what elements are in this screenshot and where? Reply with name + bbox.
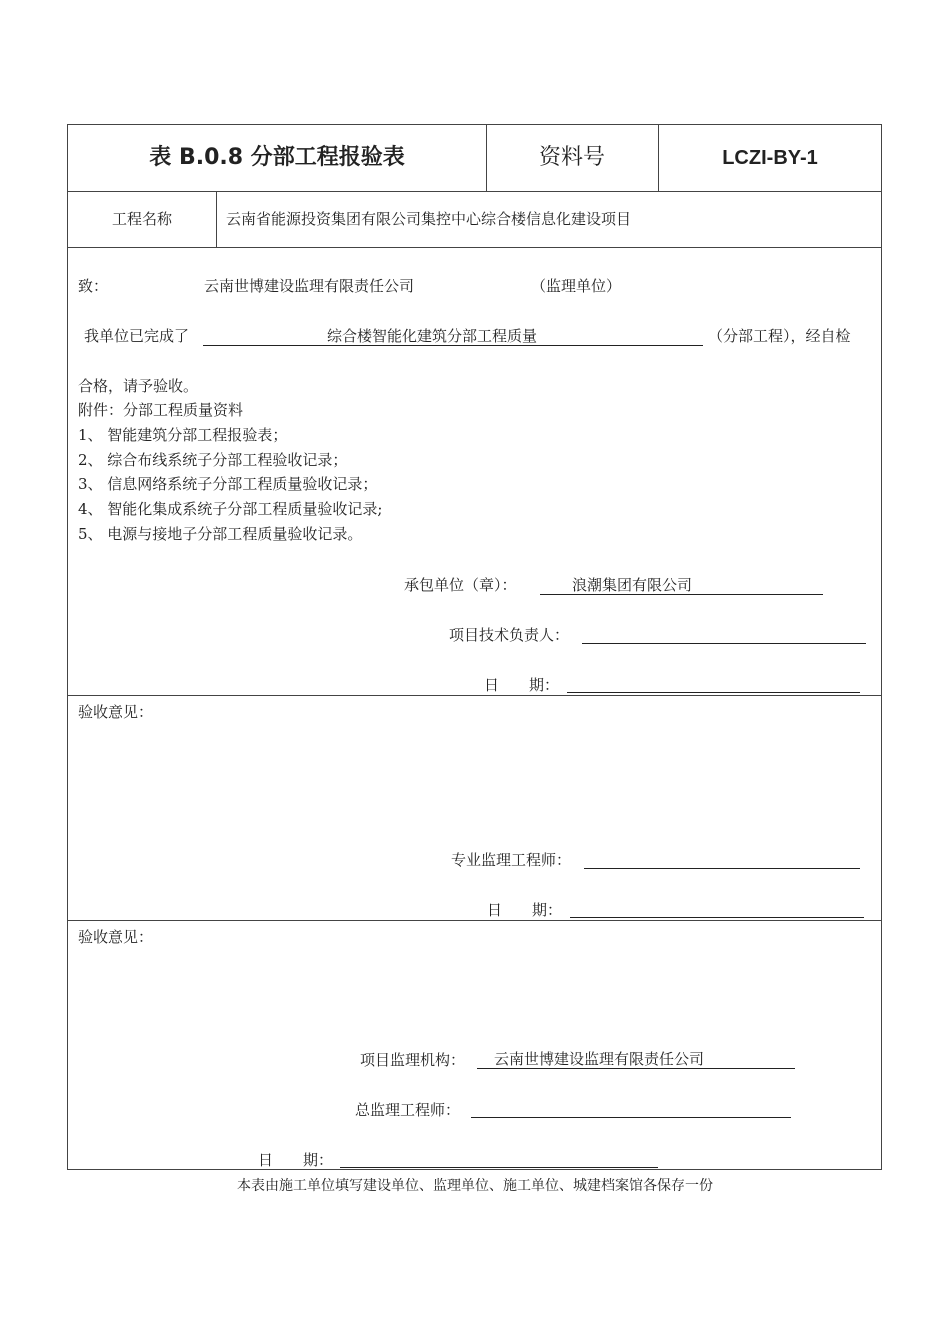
supervisor-unit: 云南世博建设监理有限责任公司 [204,277,415,295]
supervision-org-field [477,1050,795,1069]
engineer-label: 专业监理工程师： [451,851,572,869]
row-divider [68,920,881,921]
review1-date-label: 日 期： [487,901,563,919]
supervisor-unit-suffix: （监理单位） [531,277,622,295]
attachment-item: 2、 综合布线系统子分部工程验收记录； [78,451,348,469]
column-divider [216,191,217,247]
row-divider [68,247,881,248]
form-title: 表 B.0.8 分部工程报验表 [149,145,405,170]
contractor-label: 承包单位（章）： [404,576,517,594]
tech-lead-field [582,625,866,644]
row-divider [68,191,881,192]
review2-date-field [340,1149,658,1168]
project-name-label: 工程名称 [111,210,172,228]
completed-suffix: （分部工程），经自检 [708,327,851,345]
completed-prefix: 我单位已完成了 [84,327,190,345]
supervision-org-value: 云南世博建设监理有限责任公司 [494,1050,705,1068]
chief-engineer-label: 总监理工程师： [355,1101,461,1119]
review1-date-field [570,899,864,918]
engineer-field [584,850,860,869]
submission-date-field [567,674,860,693]
attachment-title: 附件：分部工程质量资料 [78,401,244,419]
inspection-form [67,124,882,1170]
opinion-label: 验收意见： [78,928,154,946]
contractor-value: 浪潮集团有限公司 [572,576,693,594]
project-name-value: 云南省能源投资集团有限公司集控中心综合楼信息化建设项目 [226,210,632,228]
chief-engineer-field [471,1099,791,1118]
submission-date-label: 日 期： [484,676,560,694]
attachment-item: 3、 信息网络系统子分部工程质量验收记录； [78,475,378,493]
opinion-label: 验收意见： [78,703,154,721]
contractor-field [540,576,823,595]
attachment-item: 5、 电源与接地子分部工程质量验收记录。 [78,525,363,543]
attachment-item: 4、 智能化集成系统子分部工程质量验收记录; [78,500,383,518]
completed-work-field [203,327,703,346]
review2-date-label: 日 期： [258,1151,334,1169]
attachment-item: 1、 智能建筑分部工程报验表； [78,426,288,444]
completed-work-value: 综合楼智能化建筑分部工程质量 [327,327,538,345]
tech-lead-label: 项目技术负责人： [449,626,570,644]
ziliao-value: LCZI-BY-1 [722,147,818,169]
to-label: 致： [78,277,109,295]
ziliao-label: 资料号 [538,145,605,170]
footer-note: 本表由施工单位填写建设单位、监理单位、施工单位、城建档案馆各保存一份 [237,1178,713,1194]
request-text: 合格，请予验收。 [78,377,199,395]
row-divider [68,695,881,696]
supervision-org-label: 项目监理机构： [360,1051,466,1069]
